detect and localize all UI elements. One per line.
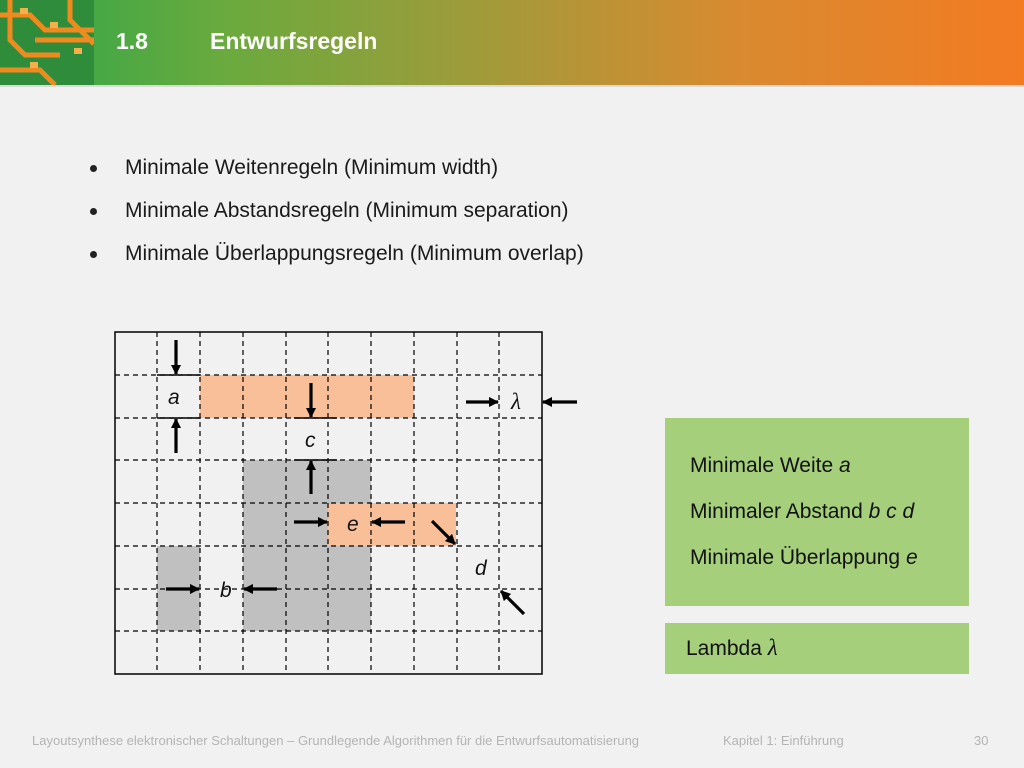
- orange-wire-top: [200, 375, 414, 418]
- footer-course: Layoutsynthese elektronischer Schaltungen – Grundlegende Algorithmen für die Entwurfsautomatisierung: [32, 733, 640, 748]
- label-c: c: [305, 429, 316, 452]
- legend-box: [665, 418, 969, 606]
- bullet-text: Minimale Weitenregeln (Minimum width): [125, 156, 499, 179]
- legend-min-overlap: [690, 546, 918, 570]
- legend-min-spacing-vars: b c d: [868, 500, 915, 523]
- legend-min-spacing: [690, 500, 914, 524]
- legend-min-spacing-text: Minimaler Abstand: [690, 500, 863, 523]
- lambda-text: Lambda: [686, 637, 762, 660]
- section-number: 1.8: [116, 28, 148, 54]
- page-number: 30: [974, 733, 989, 748]
- legend-min-overlap-text: Minimale Überlappung: [690, 546, 901, 569]
- arrow-d-bottom: [501, 591, 524, 614]
- label-d: d: [475, 557, 487, 580]
- legend-min-width-var: a: [839, 454, 851, 477]
- legend-min-overlap-var: e: [905, 546, 918, 569]
- label-b: b: [220, 579, 232, 602]
- label-a: a: [168, 386, 180, 409]
- label-e: e: [347, 513, 359, 536]
- bullet-text: Minimale Abstandsregeln (Minimum separation): [125, 199, 569, 222]
- legend-min-width: [690, 454, 851, 478]
- lambda-label: [686, 635, 778, 661]
- footer-chapter: Kapitel 1: Einführung: [723, 733, 844, 748]
- label-lambda: λ: [511, 389, 521, 414]
- page-title: Entwurfsregeln: [210, 28, 378, 54]
- lambda-symbol: λ: [767, 635, 778, 660]
- bullet-text: Minimale Überlappungsregeln (Minimum overlap): [125, 242, 584, 265]
- lambda-box: [665, 623, 969, 674]
- legend-min-width-text: Minimale Weite: [690, 454, 834, 477]
